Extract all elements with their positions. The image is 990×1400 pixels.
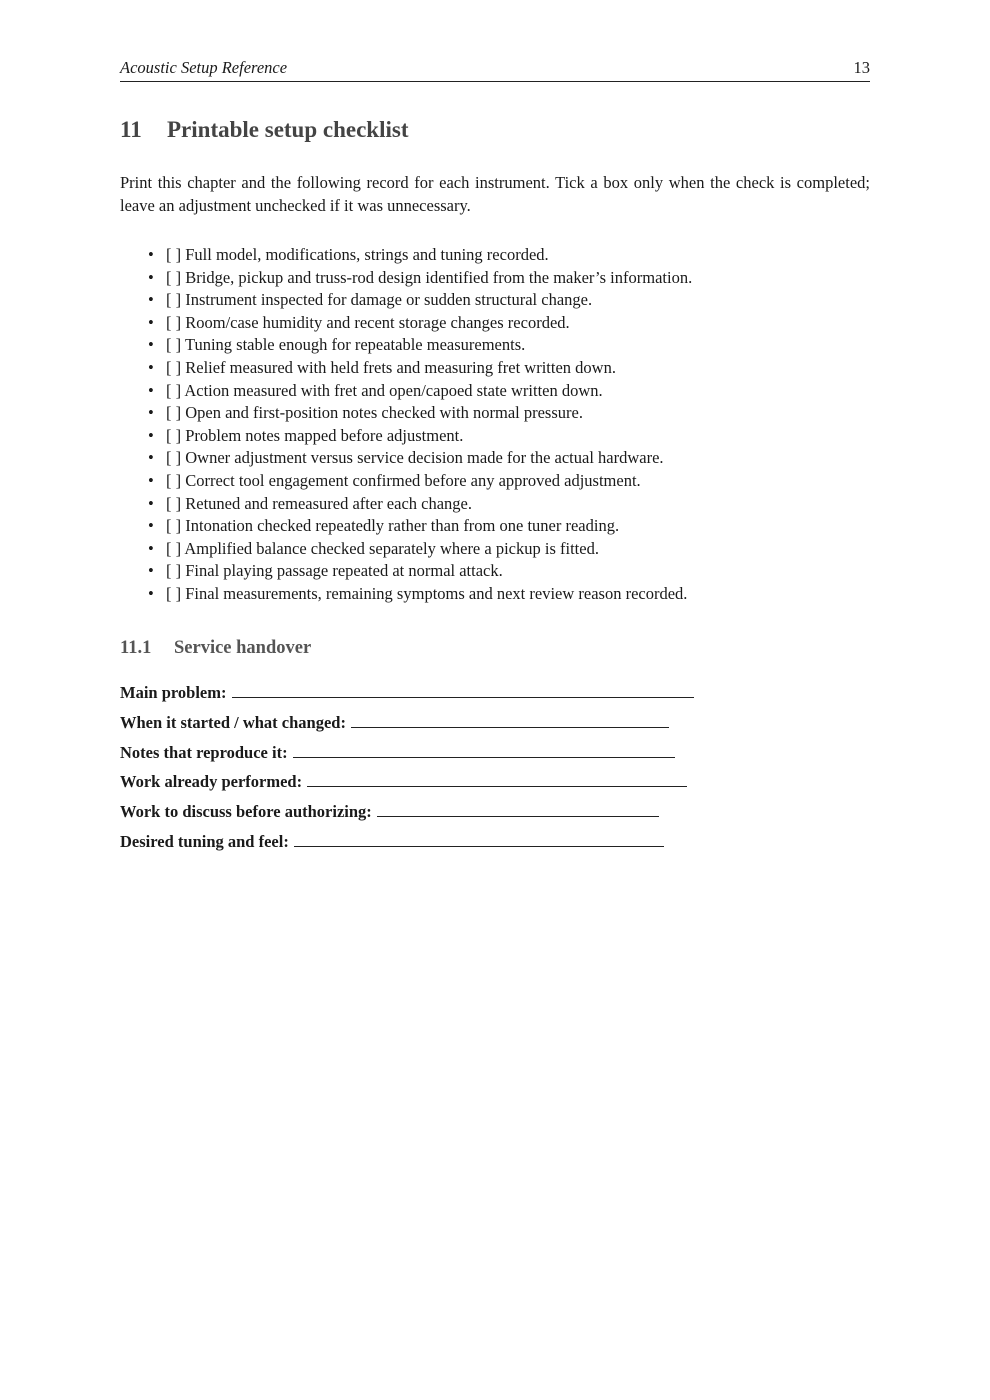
section-heading [120, 117, 409, 143]
checklist-item-text: [ ] Room/case humidity and recent storage changes recorded. [166, 312, 570, 332]
checklist-item-text: [ ] Open and first-position notes checked with normal pressure. [166, 403, 583, 423]
running-header [120, 58, 870, 82]
checklist-item [120, 470, 692, 493]
checklist-item-text: [ ] Relief measured with held frets and measuring fret written down. [166, 357, 616, 377]
checklist-item [120, 357, 692, 380]
field-label: When it started / what changed: [120, 712, 346, 732]
bullet-icon: • [148, 290, 154, 310]
when-started-blank[interactable] [351, 710, 669, 728]
checklist-item-text: [ ] Correct tool engagement confirmed before any approved adjustment. [166, 470, 641, 490]
checklist-item [120, 493, 692, 516]
bullet-icon: • [148, 448, 154, 468]
bullet-icon: • [148, 335, 154, 355]
checklist-item [120, 515, 692, 538]
checklist-item-text: [ ] Final measurements, remaining symptoms and next review reason recorded. [166, 583, 688, 603]
checklist-item-text: [ ] Full model, modifications, strings and tuning recorded. [166, 245, 549, 264]
checklist-item-text: [ ] Instrument inspected for damage or sudden structural change. [166, 290, 593, 310]
bullet-icon: • [148, 380, 154, 400]
subsection-number: 11.1 [120, 638, 152, 658]
bullet-icon: • [148, 583, 154, 603]
work-performed-blank[interactable] [307, 769, 687, 787]
checklist-item [120, 312, 692, 335]
checklist-item-text: [ ] Intonation checked repeatedly rather than from one tuner reading. [166, 516, 620, 536]
form-row-work-performed [120, 769, 870, 799]
reproduce-notes-blank[interactable] [293, 740, 675, 758]
main-problem-blank[interactable] [232, 680, 694, 698]
field-label: Main problem: [120, 683, 227, 702]
checklist-item [120, 380, 692, 403]
form-row-reproduce-notes [120, 740, 870, 770]
checklist-item [120, 267, 692, 290]
form-row-work-to-discuss [120, 799, 870, 829]
field-label: Work already performed: [120, 772, 303, 792]
bullet-icon: • [148, 425, 154, 445]
checklist-item-text: [ ] Action measured with fret and open/capoed state written down. [166, 380, 603, 400]
checklist-item-text: [ ] Bridge, pickup and truss-rod design identified from the maker’s information. [166, 267, 693, 287]
checklist-item [120, 425, 692, 448]
field-label: Work to discuss before authorizing: [120, 802, 372, 822]
bullet-icon: • [148, 470, 154, 490]
service-handover-form [120, 680, 870, 859]
section-number: 11 [120, 117, 142, 142]
page-number: 13 [853, 58, 870, 77]
checklist-item [120, 447, 692, 470]
bullet-icon: • [148, 245, 154, 264]
bullet-icon: • [148, 516, 154, 536]
checklist-item [120, 244, 692, 267]
bullet-icon: • [148, 312, 154, 332]
form-row-when-started [120, 710, 870, 740]
bullet-icon: • [148, 403, 154, 423]
field-label: Notes that reproduce it: [120, 742, 288, 762]
subsection-heading [120, 638, 311, 659]
checklist-item-text: [ ] Amplified balance checked separately where a pickup is fitted. [166, 538, 599, 558]
section-title: Printable setup checklist [167, 117, 409, 142]
bullet-icon: • [148, 267, 154, 287]
checklist-item [120, 560, 692, 583]
checklist-item [120, 334, 692, 357]
subsection-title: Service handover [174, 638, 312, 658]
bullet-icon: • [148, 561, 154, 581]
running-header-title: Acoustic Setup Reference [120, 58, 288, 77]
checklist-item-text: [ ] Owner adjustment versus service decision made for the actual hardware. [166, 448, 664, 468]
form-row-desired-tuning [120, 829, 870, 859]
bullet-icon: • [148, 538, 154, 558]
checklist-item-text: [ ] Tuning stable enough for repeatable measurements. [166, 335, 526, 355]
bullet-icon: • [148, 493, 154, 513]
form-row-main-problem [120, 680, 870, 710]
work-to-discuss-blank[interactable] [377, 799, 659, 817]
checklist-item [120, 583, 692, 606]
intro-paragraph: Print this chapter and the following record for each instrument. Tick a box only when the check is completed; leave an adjustment unchecked if it was unnecessary. [120, 173, 870, 215]
bullet-icon: • [148, 357, 154, 377]
desired-tuning-blank[interactable] [294, 829, 664, 847]
checklist-item [120, 538, 692, 561]
checklist-item-text: [ ] Problem notes mapped before adjustment. [166, 425, 464, 445]
checklist-item [120, 289, 692, 312]
checklist-item [120, 402, 692, 425]
checklist-item-text: [ ] Retuned and remeasured after each change. [166, 493, 472, 513]
checklist-item-text: [ ] Final playing passage repeated at normal attack. [166, 561, 503, 581]
field-label: Desired tuning and feel: [120, 831, 289, 851]
setup-checklist [120, 244, 692, 606]
